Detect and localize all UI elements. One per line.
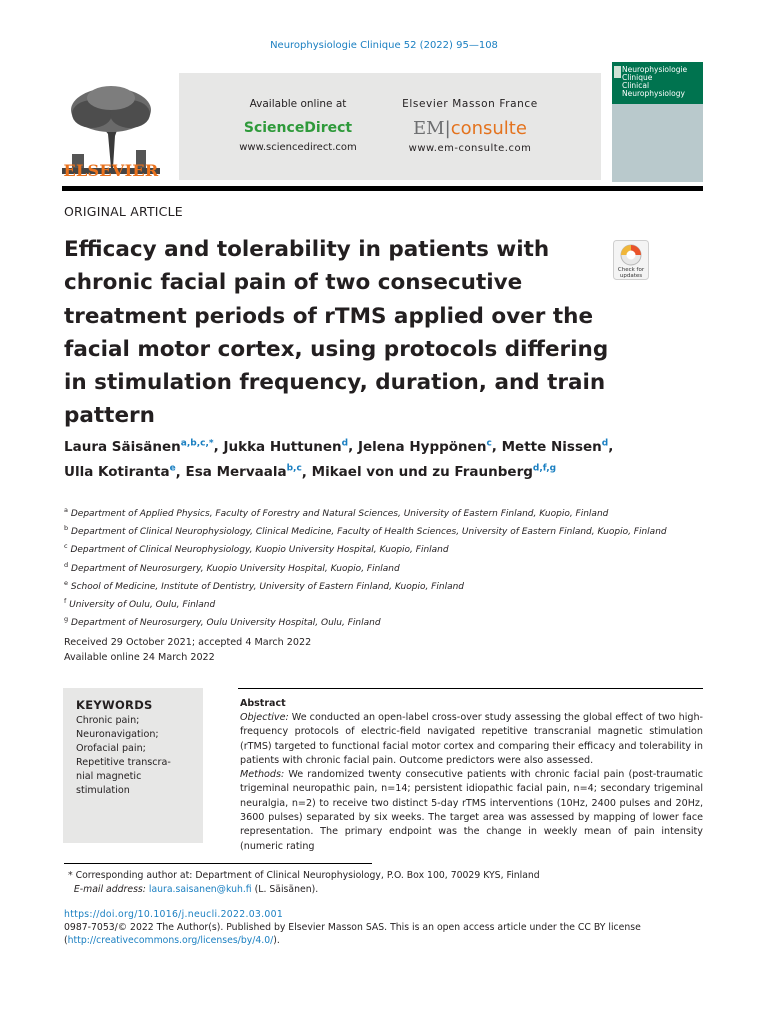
keywords-list bbox=[76, 714, 198, 799]
keywords-title: KEYWORDS bbox=[76, 698, 153, 712]
journal-cover[interactable] bbox=[612, 62, 703, 182]
affiliation: $^f$ University of Oulu, Oulu, Finland bbox=[64, 597, 216, 611]
check-for-updates-icon[interactable] bbox=[613, 240, 649, 280]
affiliation: $^b$ Department of Clinical Neurophysiology, Clinical Medicine, Faculty of Health Sciences, University of Eastern Finland, Kuopio, Finland bbox=[64, 524, 667, 538]
keyword: stimulation bbox=[76, 785, 130, 797]
author[interactable]: Mikael von und zu Fraunberg$^{d,f,g}$ bbox=[311, 463, 557, 480]
article-dates bbox=[64, 636, 311, 665]
keyword: Repetitive transcra- bbox=[76, 757, 171, 769]
publisher-name: Elsevier Masson France bbox=[402, 98, 538, 110]
objective-label: Objective: bbox=[240, 712, 289, 723]
affiliation: $^e$ School of Medicine, Institute of Dentistry, University of Eastern Finland, Kuopio, Finland bbox=[64, 578, 464, 592]
methods-label: Methods: bbox=[240, 769, 285, 781]
abstract-heading: Abstract bbox=[240, 698, 286, 709]
corresponding-author: * Corresponding author at: Department of Clinical Neurophysiology, P.O. Box 100, 70029 KYS, Finland bbox=[68, 870, 540, 881]
corresponding-author-footnote: * Corresponding author at: Department of Clinical Neurophysiology, P.O. Box 100, 70029 KYS, Finland E-mail address: laura.saisanen@kuh.fi (L. Säisänen). bbox=[68, 869, 708, 897]
footnote-rule bbox=[64, 863, 372, 864]
affiliation: $^g$ Department of Neurosurgery, Oulu University Hospital, Oulu, Finland bbox=[64, 615, 381, 629]
svg-text:updates: updates bbox=[619, 273, 643, 279]
keyword: Neuronavigation; bbox=[76, 729, 159, 741]
cover-header bbox=[612, 62, 703, 104]
cover-title-line: Clinical bbox=[622, 81, 650, 90]
received-date: Received 29 October 2021; accepted 4 March 2022 bbox=[64, 637, 312, 648]
em-consulte-url[interactable]: www.em-consulte.com bbox=[408, 143, 532, 154]
email-label: E-mail address: bbox=[73, 884, 146, 895]
author[interactable]: Mette Nissen$^d$ bbox=[501, 438, 609, 455]
abstract-body bbox=[240, 711, 703, 854]
em-text: EM bbox=[413, 118, 445, 139]
affiliation: $^d$ Department of Neurosurgery, Kuopio University Hospital, Kuopio, Finland bbox=[64, 560, 400, 574]
author[interactable]: Ulla Kotiranta$^e$ bbox=[64, 463, 176, 480]
affiliations bbox=[64, 503, 704, 630]
cover-title-line: Neurophysiology bbox=[622, 89, 685, 98]
available-online-label: Available online at bbox=[249, 98, 347, 110]
elsevier-wordmark: ELSEVIER bbox=[63, 161, 159, 180]
em-consulte-logo[interactable] bbox=[390, 118, 550, 139]
cover-logo-icon bbox=[614, 66, 621, 78]
author[interactable]: Jelena Hyppönen$^c$ bbox=[357, 438, 492, 455]
abstract-methods: Methods: We randomized twenty consecutive patients with chronic facial pain (post-traumatic trigeminal neuropathic pain, n=14; persistent idiopathic facial pain, n=4; secondary trigeminal neuralgia, n=2) to receive two distinct 5-day rTMS interventions (10Hz, 2400 pulses and 20Hz, 3600 pulses) separated by six weeks. The target area was assessed by mapping of lower face representation. The primary endpoint was the change in weekly mean of pain intensity (numeric rating bbox=[240, 769, 703, 852]
keyword: nial magnetic bbox=[76, 771, 142, 783]
cover-title-line: Neurophysiologie bbox=[622, 65, 688, 74]
online-date: Available online 24 March 2022 bbox=[64, 651, 215, 663]
sciencedirect-url[interactable]: www.sciencedirect.com bbox=[239, 142, 357, 153]
affiliation: $^c$ Department of Clinical Neurophysiology, Kuopio University Hospital, Kuopio, Finland bbox=[64, 542, 449, 556]
cover-title-line: Clinique bbox=[622, 73, 653, 82]
consulte-text: consulte bbox=[450, 118, 527, 139]
keyword: Orofacial pain; bbox=[76, 743, 146, 755]
author[interactable]: Esa Mervaala$^{b,c}$ bbox=[185, 463, 302, 480]
abstract-rule bbox=[238, 688, 703, 689]
copyright-notice: 0987-7053/© 2022 The Author(s). Published by Elsevier Masson SAS. This is an open access article under the CC BY license (http://creativecommons.org/licenses/by/4.0/). bbox=[64, 922, 641, 946]
author-list: Laura Säisänen$^{a,b,c,*}$, Jukka Huttunen$^d$, Jelena Hyppönen$^c$, Mette Nissen$^d$, Ulla Kotiranta$^e$, Esa Mervaala$^{b,c}$, Mikael von und zu Fraunberg$^{d,f,g}$ bbox=[64, 438, 614, 480]
license-link[interactable]: http://creativecommons.org/licenses/by/4.0/ bbox=[67, 934, 274, 946]
svg-text:Check for: Check for bbox=[617, 267, 645, 273]
author[interactable]: Jukka Huttunen$^d$ bbox=[223, 438, 349, 455]
doi-link[interactable]: https://doi.org/10.1016/j.neucli.2022.03.001 bbox=[64, 909, 284, 920]
keywords-box bbox=[63, 688, 203, 843]
article-type: ORIGINAL ARTICLE bbox=[64, 204, 183, 219]
logo-divider: | bbox=[444, 118, 451, 139]
abstract-objective: Objective: We conducted an open-label cross-over study assessing the global effect of two high-frequency protocols of electric-field navigated repetitive transcranial magnetic stimulation (rTMS) targeted to functional facial motor cortex and comparing their efficacy and tolerability in patients with chronic facial pain. Outcome predictors were also assessed. bbox=[240, 712, 703, 766]
email-link[interactable]: laura.saisanen@kuh.fi bbox=[148, 884, 252, 895]
article-title: Efficacy and tolerability in patients with chronic facial pain of two consecutive treatment periods of rTMS applied over the facial motor cortex, using protocols differing in stimulation frequency, duration, and train pattern bbox=[64, 237, 609, 429]
sciencedirect-logo[interactable]: ScienceDirect bbox=[243, 120, 353, 136]
journal-reference[interactable]: Neurophysiologie Clinique 52 (2022) 95—108 bbox=[270, 40, 498, 51]
cover-title bbox=[622, 66, 687, 98]
keyword: Chronic pain; bbox=[76, 715, 140, 726]
author[interactable]: Laura Säisänen$^{a,b,c,*}$ bbox=[64, 438, 214, 455]
header-rule bbox=[62, 186, 703, 191]
affiliation: $^a$ Department of Applied Physics, Faculty of Forestry and Natural Sciences, University of Eastern Finland, Kuopio, Finland bbox=[64, 506, 609, 519]
